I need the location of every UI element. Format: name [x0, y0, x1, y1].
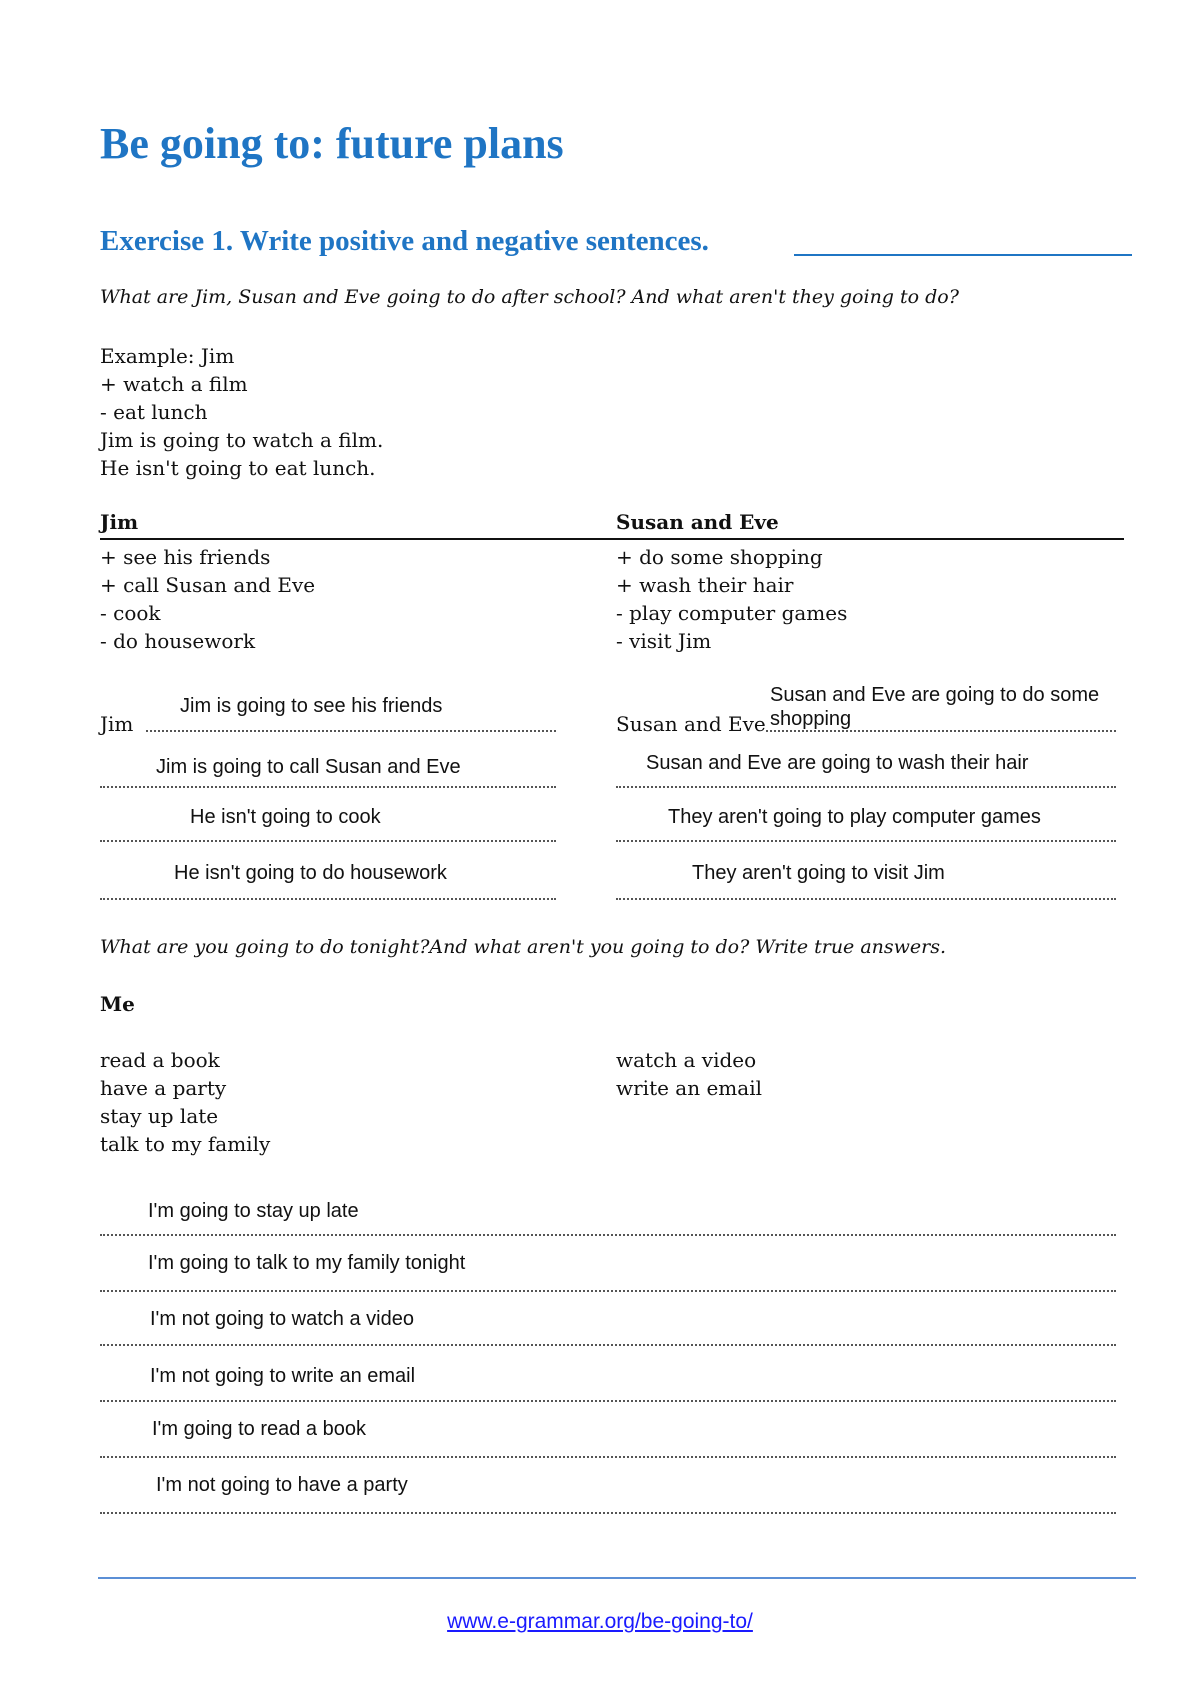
me-left-list	[100, 1046, 270, 1158]
answer-text[interactable]: Susan and Eve are going to do some shopping	[770, 684, 1100, 730]
answer-text[interactable]: I'm not going to write an email	[150, 1365, 416, 1387]
answer-text[interactable]: He isn't going to cook	[190, 806, 381, 828]
answer-line	[616, 898, 1116, 900]
question-1: What are Jim, Susan and Eve going to do after school? And what aren't they going to do?	[100, 286, 959, 308]
example-line: - eat lunch	[100, 400, 208, 424]
answer-text[interactable]: Susan and Eve are going to wash their hair	[646, 752, 1029, 774]
jim-list	[100, 543, 315, 655]
exercise-heading: Exercise 1. Write positive and negative sentences.	[100, 225, 709, 257]
list-item: - do housework	[100, 629, 256, 653]
list-item: talk to my family	[100, 1132, 271, 1156]
column-header-susan-eve: Susan and Eve	[616, 510, 779, 534]
example-block	[100, 342, 383, 482]
answer-line	[100, 1400, 1116, 1402]
answer-label-jim: Jim	[100, 712, 134, 736]
example-line: + watch a film	[100, 372, 248, 396]
page-title: Be going to: future plans	[100, 119, 564, 168]
answer-line	[100, 1344, 1116, 1346]
answer-text[interactable]: I'm going to read a book	[152, 1418, 366, 1440]
heading-underline	[794, 254, 1132, 256]
answer-line	[100, 786, 556, 788]
example-line: Jim is going to watch a film.	[100, 428, 384, 452]
answer-line	[100, 1290, 1116, 1292]
answer-line	[616, 840, 1116, 842]
answer-line	[100, 1456, 1116, 1458]
column-header-jim: Jim	[100, 510, 139, 534]
list-item: - cook	[100, 601, 161, 625]
answer-text[interactable]: I'm going to talk to my family tonight	[148, 1252, 466, 1274]
list-item: stay up late	[100, 1104, 219, 1128]
answer-text[interactable]: I'm going to stay up late	[148, 1200, 359, 1222]
example-line: He isn't going to eat lunch.	[100, 456, 376, 480]
list-item: + wash their hair	[616, 573, 794, 597]
answer-line	[100, 1512, 1116, 1514]
footer-divider	[98, 1577, 1136, 1579]
answer-line	[146, 730, 556, 732]
example-line: Example: Jim	[100, 344, 235, 368]
list-item: watch a video	[616, 1048, 757, 1072]
answer-text[interactable]: He isn't going to do housework	[174, 862, 447, 884]
list-item: - visit Jim	[616, 629, 712, 653]
answer-text[interactable]: They aren't going to visit Jim	[692, 862, 945, 884]
answer-line	[100, 1234, 1116, 1236]
list-item: - play computer games	[616, 601, 848, 625]
answer-text[interactable]: I'm not going to have a party	[156, 1474, 408, 1496]
me-right-list	[616, 1046, 762, 1102]
question-2: What are you going to do tonight?And what aren't you going to do? Write true answers.	[100, 936, 947, 958]
answer-text[interactable]: Jim is going to see his friends	[180, 695, 443, 717]
list-item: write an email	[616, 1076, 762, 1100]
list-item: + see his friends	[100, 545, 271, 569]
answer-label-susan-eve: Susan and Eve	[616, 712, 766, 736]
list-item: + do some shopping	[616, 545, 823, 569]
answer-line	[100, 898, 556, 900]
list-item: read a book	[100, 1048, 220, 1072]
answer-line	[100, 840, 556, 842]
answer-line	[616, 786, 1116, 788]
list-item: have a party	[100, 1076, 227, 1100]
column-divider	[100, 538, 1124, 540]
footer-link[interactable]: www.e-grammar.org/be-going-to/	[447, 1610, 753, 1633]
answer-text[interactable]: Jim is going to call Susan and Eve	[156, 756, 461, 778]
list-item: + call Susan and Eve	[100, 573, 316, 597]
susan-eve-list	[616, 543, 847, 655]
answer-text[interactable]: They aren't going to play computer games	[668, 806, 1041, 828]
me-header: Me	[100, 992, 135, 1016]
answer-text[interactable]: I'm not going to watch a video	[150, 1308, 414, 1330]
